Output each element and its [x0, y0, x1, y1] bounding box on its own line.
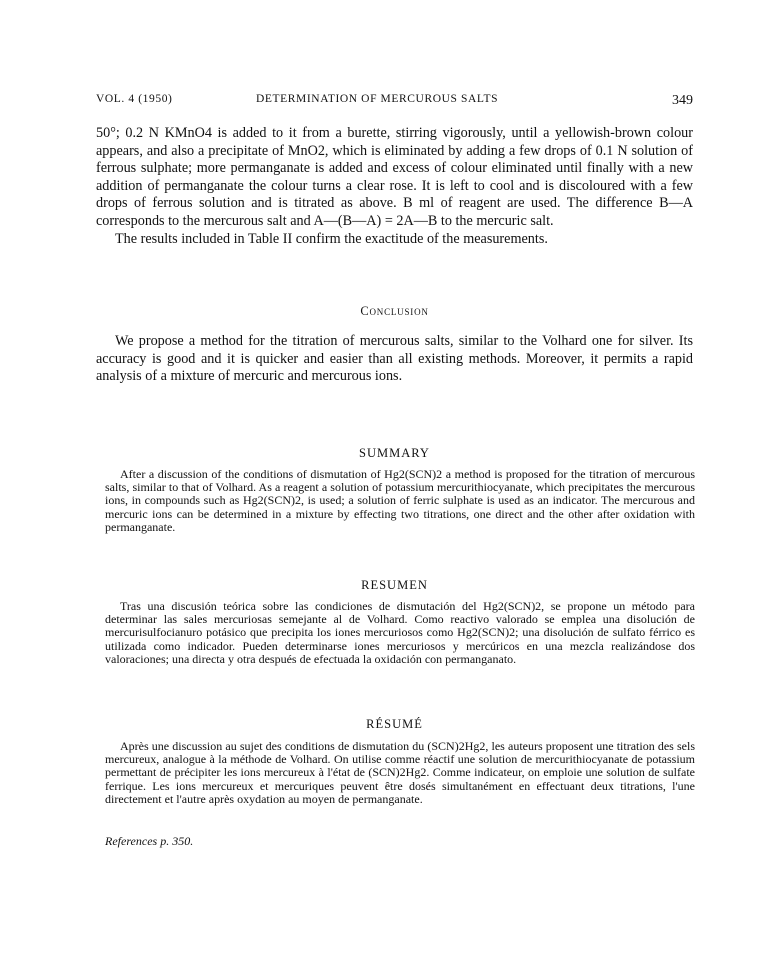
resume-abstract — [105, 740, 695, 806]
running-head — [96, 93, 693, 111]
running-title: DETERMINATION OF MERCUROUS SALTS — [256, 93, 499, 105]
resumen-text: Tras una discusión teórica sobre las condiciones de dismutación del Hg2(SCN)2, se propone un método para determinar las sales mercuriosas semejante al de Volhard. Como reactivo valorado se emplea una disolución de mercurisulfocianuro potásico que precipita los iones mercuriosos como Hg2(SCN)2; una disolución de sulfato férrico es utilizada como indicador. Pueden determinarse iones mercuriosos y mercúricos en una mezcla realizándose dos valoraciones; una directa y otra después de efectuada la oxidación con permanganato. — [105, 599, 695, 666]
page-number: 349 — [672, 93, 693, 108]
resumen-heading: RESUMEN — [361, 578, 428, 592]
method-text: 50°; 0.2 N KMnO4 is added to it from a burette, stirring vigorously, until a yellowish-brown colour appears, and also a precipitate of MnO2, which is eliminated by adding a few drops of 0.1 N solution of ferrous sulphate; more permanganate is added and excess of colour eliminated until finally with a new addition of permanganate the colour turns a clear rose. It is left to cool and is discoloured with a few drops of ferrous solution and is titrated as above. B ml of reagent are used. The difference B—A corresponds to the mercurous salt and A—(B—A) = 2A—B to the mercuric salt. — [96, 125, 693, 229]
resumen-abstract — [105, 600, 695, 666]
summary-heading: SUMMARY — [359, 446, 430, 460]
resume-text: Après une discussion au sujet des conditions de dismutation du (SCN)2Hg2, les auteurs proposent une titration des sels mercureux, analogue à la méthode de Volhard. On utilise comme réactif une solution de mercurithiocyanate de potassium permettant de précipiter les ions mercureux à l'état de (SCN)2Hg2. Comme indicateur, on emploie une solution de sulfate ferrique. Les ions mercureux et mercuriques peuvent être dosés simultanément en effectuant deux titrations, l'une directement et l'autre après oxydation au moyen de permanganate. — [105, 739, 695, 806]
conclusion-heading: Conclusion — [360, 304, 429, 318]
results-text: The results included in Table II confirm the exactitude of the measurements. — [115, 230, 548, 247]
summary-abstract — [105, 468, 695, 534]
summary-text: After a discussion of the conditions of dismutation of Hg2(SCN)2 a method is proposed for the titration of mercurous salts, similar to that of Volhard. As a reagent a solution of potassium mercurithiocyanate, which precipitates the mercurous ions, in compounds such as Hg2(SCN)2, is used; a solution of ferric sulphate is used as an indicator. The mercurous and mercuric ions can be determined in a mixture by effecting two titrations, one direct and the other after oxidation with permanganate. — [105, 467, 695, 534]
method-paragraph — [96, 125, 693, 248]
conclusion-paragraph — [96, 333, 693, 386]
volume-label: VOL. 4 (1950) — [96, 93, 173, 105]
conclusion-text: We propose a method for the titration of mercurous salts, similar to the Volhard one for silver. Its accuracy is good and it is quicker and easier than all existing methods. Moreover, it permits a rapid analysis of a mixture of mercuric and mercurous ions. — [96, 333, 693, 385]
references-note: References p. 350. — [105, 834, 194, 848]
resume-heading: RÉSUMÉ — [366, 717, 423, 731]
